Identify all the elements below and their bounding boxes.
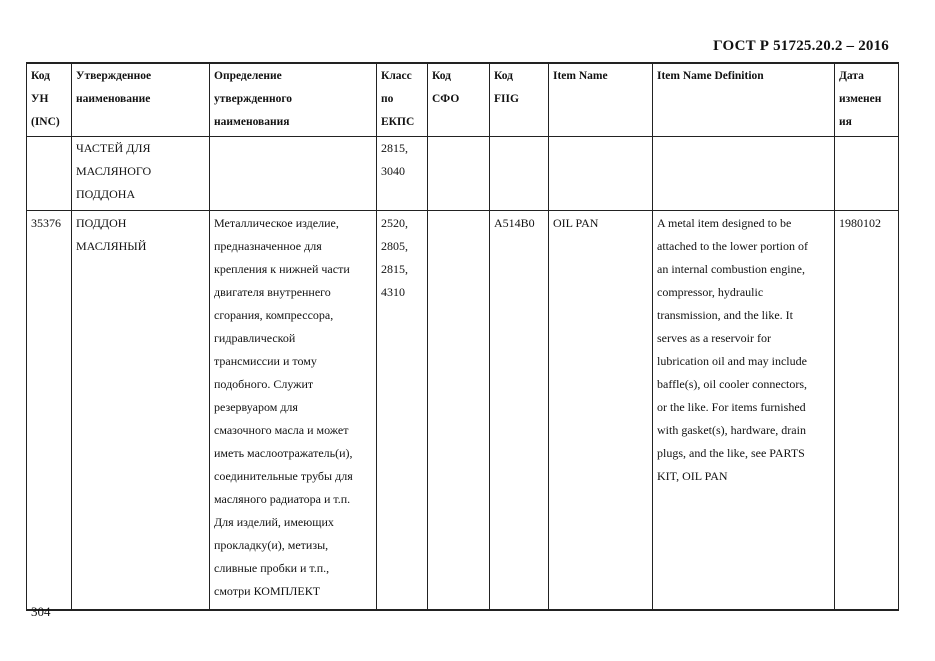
cell-fiig: [490, 137, 549, 211]
cell-ekps-class: 2815, 3040: [377, 137, 428, 211]
cell-approved-name: ЧАСТЕЙ ДЛЯ МАСЛЯНОГО ПОДДОНА: [72, 137, 210, 211]
col-header-item-definition: Item Name Definition: [653, 63, 835, 137]
col-header-inc: Код УН (INC): [27, 63, 72, 137]
page-number: 304: [31, 604, 51, 619]
col-header-sfo: Код СФО: [428, 63, 490, 137]
cell-inc: 35376: [27, 211, 72, 611]
table-row: [27, 137, 899, 211]
cell-item-name: OIL PAN: [549, 211, 653, 611]
cell-ekps-class: 2520, 2805, 2815, 4310: [377, 211, 428, 611]
col-header-item-name: Item Name: [549, 63, 653, 137]
col-header-ekps-class: Класс по ЕКПС: [377, 63, 428, 137]
cell-sfo: [428, 211, 490, 611]
cell-date-changed: [835, 137, 899, 211]
table-header-row: [27, 63, 899, 137]
table-row: [27, 211, 899, 611]
col-header-definition: Определение утвержденного наименования: [210, 63, 377, 137]
cell-fiig: A514B0: [490, 211, 549, 611]
cell-item-definition: A metal item designed to be attached to the lower portion of an internal combustion engine, compressor, hydraulic transmission, and the like. It serves as a reservoir for lubrication oil and may include baffle(s), oil cooler connectors, or the like. For items furnished with gasket(s), hardware, drain plugs, and the like, see PARTS KIT, OIL PAN: [653, 211, 835, 611]
catalog-table: [26, 62, 899, 611]
col-header-fiig: Код FIIG: [490, 63, 549, 137]
cell-definition: [210, 137, 377, 211]
col-header-date-changed: Дата изменен ия: [835, 63, 899, 137]
cell-inc: [27, 137, 72, 211]
cell-item-name: [549, 137, 653, 211]
cell-approved-name: ПОДДОН МАСЛЯНЫЙ: [72, 211, 210, 611]
cell-date-changed: 1980102: [835, 211, 899, 611]
cell-definition: Металлическое изделие, предназначенное для крепления к нижней части двигателя внутреннего сгорания, компрессора, гидравлической трансмиссии и тому подобного. Служит резервуаром для смазочного масла и может иметь маслоотражатель(и), соединительные трубы для масляного радиатора и т.п. Для изделий, имеющих прокладку(и), метизы, сливные пробки и т.п., смотри КОМПЛЕКТ: [210, 211, 377, 611]
cell-item-definition: [653, 137, 835, 211]
cell-sfo: [428, 137, 490, 211]
document-standard-title: ГОСТ Р 51725.20.2 – 2016: [713, 38, 889, 54]
col-header-approved-name: Утвержденное наименование: [72, 63, 210, 137]
